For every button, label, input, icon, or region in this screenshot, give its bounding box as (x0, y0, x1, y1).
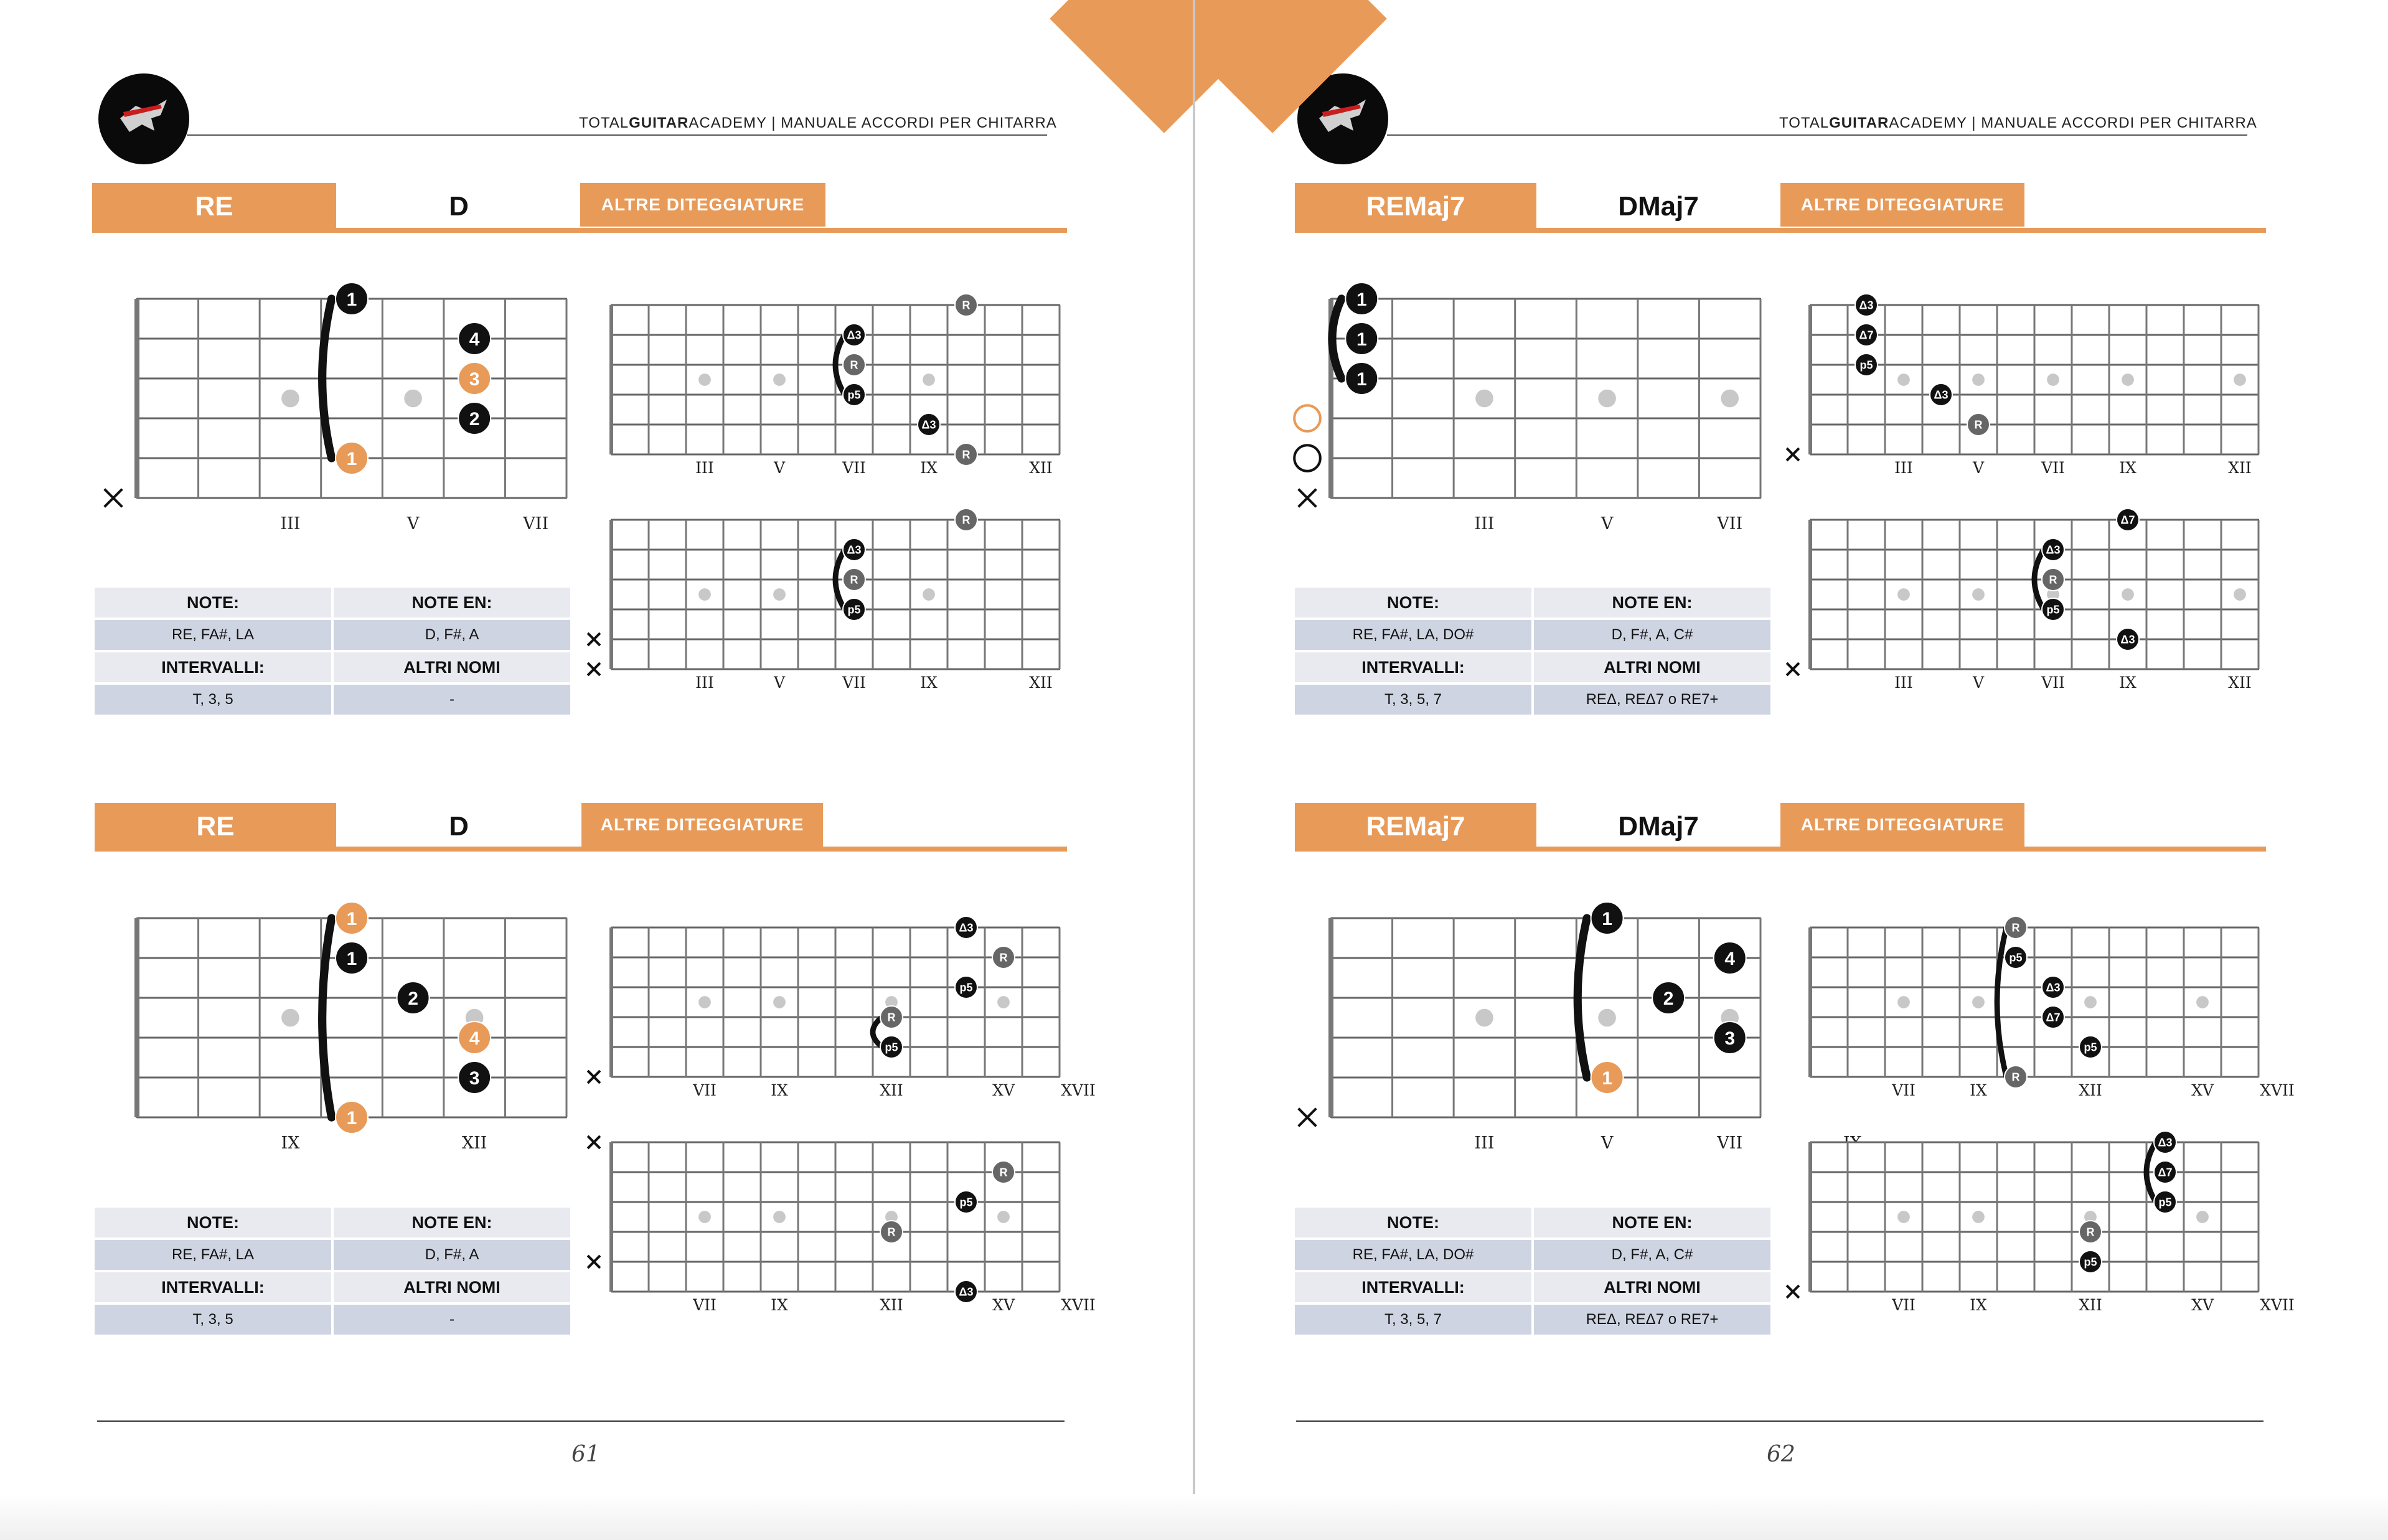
altri-nomi-value: REΔ, REΔ7 o RE7+ (1534, 685, 1770, 715)
finger-dot (2042, 1006, 2064, 1028)
fret-number-label: VII (1892, 1081, 1916, 1099)
finger-dot (2117, 509, 2139, 531)
alt-chord-diagram-2 (1778, 1124, 2295, 1335)
main-chord-diagram (93, 268, 579, 560)
page-number: 62 (1767, 1442, 1795, 1467)
note-en-value: D, F#, A (334, 1240, 570, 1270)
fret-number-label: VII (693, 1296, 717, 1314)
finger-dot (955, 916, 977, 939)
fret-number-label: III (280, 514, 301, 533)
svg-text:4: 4 (1724, 948, 1736, 969)
fret-number-label: XII (461, 1134, 487, 1153)
fret-number-label: XII (2228, 459, 2252, 477)
fret-number-label: XVII (1061, 1296, 1096, 1314)
fret-number-label: XV (2191, 1081, 2214, 1099)
fret-inlay-marker (2047, 373, 2059, 386)
finger-dot (336, 942, 368, 974)
svg-text:R: R (850, 573, 858, 586)
fret-number-label: IX (771, 1081, 788, 1099)
finger-dot (2079, 1036, 2102, 1058)
fret-number-label: III (1894, 459, 1913, 477)
svg-text:2: 2 (408, 988, 418, 1009)
finger-dot (2042, 598, 2064, 621)
fret-number-label: VII (1717, 514, 1743, 533)
svg-text:3: 3 (469, 1068, 480, 1089)
fret-number-label: III (1894, 674, 1913, 692)
fret-inlay-marker (773, 588, 786, 601)
fret-number-label: VII (2041, 459, 2065, 477)
fret-number-label: IX (2119, 674, 2137, 692)
fret-inlay-marker (1972, 996, 1985, 1008)
chord-info-table (92, 585, 573, 717)
altre-diteggiature-button[interactable]: ALTRE DITEGGIATURE (1780, 183, 2024, 227)
header-title: TOTALGUITARACADEMY | MANUALE ACCORDI PER CHITARRA (1779, 115, 2257, 131)
chord-header-rule (1295, 847, 2266, 852)
svg-text:1: 1 (1356, 329, 1367, 350)
alt-chord-diagram-2 (1778, 501, 2276, 713)
fret-inlay-marker (281, 1009, 299, 1027)
fret-inlay-marker (2196, 996, 2209, 1008)
svg-text:p5: p5 (2046, 603, 2060, 616)
finger-dot (336, 442, 368, 474)
fret-inlay-marker (2196, 1211, 2209, 1223)
alt-chord-diagram-1 (1778, 286, 2276, 498)
fret-number-label: VII (1717, 1134, 1743, 1153)
svg-text:Δ3: Δ3 (921, 418, 936, 431)
fret-inlay-marker (1721, 390, 1739, 408)
finger-dot (1652, 982, 1685, 1014)
finger-dot (2079, 1221, 2102, 1243)
fret-number-label: V (773, 674, 786, 692)
fret-number-label: XII (2079, 1296, 2102, 1314)
svg-text:R: R (887, 1011, 896, 1024)
fret-number-label: V (1601, 1134, 1614, 1153)
fret-number-label: IX (281, 1134, 300, 1153)
fret-number-label: V (407, 514, 420, 533)
fret-inlay-marker (698, 588, 711, 601)
note-value: RE, FA#, LA (95, 620, 331, 650)
svg-text:R: R (1974, 418, 1983, 431)
svg-text:2: 2 (1663, 988, 1674, 1009)
svg-text:1: 1 (346, 1107, 357, 1129)
muted-string-x-icon (588, 1256, 600, 1268)
finger-dot (2042, 568, 2064, 591)
fret-number-label: XVII (2260, 1296, 2295, 1314)
finger-dot (2117, 628, 2139, 650)
open-string-circle (1294, 445, 1320, 471)
finger-dot (1967, 413, 1990, 436)
fret-inlay-marker (1897, 373, 1910, 386)
finger-dot (843, 538, 865, 561)
fret-number-label: III (1474, 514, 1495, 533)
fret-inlay-marker (997, 1211, 1010, 1223)
muted-string-x-icon (588, 1136, 600, 1148)
note-en-value: D, F#, A, C# (1534, 620, 1770, 650)
fret-inlay-marker (1897, 996, 1910, 1008)
muted-string-x-icon (105, 489, 123, 507)
chord-name-it: REMaj7 (1295, 183, 1536, 230)
svg-text:p5: p5 (1859, 359, 1873, 372)
svg-text:1: 1 (1356, 369, 1367, 390)
fret-inlay-marker (2234, 588, 2246, 601)
finger-dot (2042, 538, 2064, 561)
finger-dot (1345, 322, 1378, 355)
fret-inlay-marker (1897, 1211, 1910, 1223)
chord-info-table (1292, 585, 1773, 717)
svg-text:Δ7: Δ7 (2120, 514, 2135, 527)
finger-dot (1714, 942, 1746, 974)
svg-text:3: 3 (1724, 1028, 1736, 1049)
svg-text:Δ7: Δ7 (2046, 1011, 2061, 1024)
altre-diteggiature-button[interactable]: ALTRE DITEGGIATURE (1780, 803, 2024, 847)
intervalli-value: T, 3, 5 (95, 1305, 331, 1335)
fret-number-label: VII (842, 459, 866, 477)
fret-number-label: XII (2228, 674, 2252, 692)
svg-text:p5: p5 (885, 1041, 898, 1054)
fret-inlay-marker (1972, 373, 1985, 386)
fret-inlay-marker (923, 373, 935, 386)
fret-number-label: V (1601, 514, 1614, 533)
finger-dot (2005, 946, 2027, 969)
fret-inlay-marker (698, 996, 711, 1008)
muted-string-x-icon (1787, 448, 1799, 461)
finger-dot (843, 568, 865, 591)
fret-number-label: XV (992, 1296, 1015, 1314)
svg-text:R: R (962, 299, 971, 312)
fret-inlay-marker (1475, 390, 1493, 408)
chord-header-rule (92, 228, 1067, 233)
svg-text:1: 1 (1602, 1068, 1612, 1089)
alt-chord-diagram-2 (579, 501, 1077, 713)
fret-number-label: IX (2119, 459, 2137, 477)
fret-inlay-marker (2234, 373, 2246, 386)
svg-text:Δ7: Δ7 (1859, 329, 1874, 342)
altri-nomi-header: ALTRI NOMI (334, 1272, 570, 1302)
svg-text:Δ3: Δ3 (1859, 299, 1874, 312)
svg-text:Δ7: Δ7 (2158, 1166, 2173, 1179)
chord-name-it: REMaj7 (1295, 803, 1536, 850)
finger-dot (1591, 902, 1624, 934)
svg-text:1: 1 (346, 289, 357, 310)
svg-text:p5: p5 (2158, 1196, 2172, 1209)
svg-text:Δ3: Δ3 (1934, 388, 1948, 401)
fret-inlay-marker (2122, 588, 2134, 601)
fret-number-label: IX (920, 674, 938, 692)
finger-dot (843, 598, 865, 621)
fret-number-label: XII (880, 1296, 903, 1314)
note-header: NOTE: (95, 588, 331, 617)
finger-dot (1591, 1061, 1624, 1094)
fretboard (1331, 918, 1760, 1117)
note-value: RE, FA#, LA, DO# (1295, 1240, 1531, 1270)
fret-number-label: IX (1970, 1296, 1987, 1314)
guitar-eagle-icon (1316, 93, 1370, 138)
fret-inlay-marker (773, 1211, 786, 1223)
fret-inlay-marker (404, 390, 422, 408)
finger-dot (2079, 1251, 2102, 1273)
svg-text:p5: p5 (2009, 951, 2023, 964)
note-en-header: NOTE EN: (334, 1208, 570, 1237)
finger-dot (1345, 283, 1378, 315)
svg-text:p5: p5 (847, 603, 861, 616)
fret-number-label: IX (920, 459, 938, 477)
svg-text:R: R (2049, 573, 2057, 586)
fret-number-label: III (695, 674, 714, 692)
chord-info-table (1292, 1205, 1773, 1337)
page-right (1194, 0, 2388, 1540)
intervalli-header: INTERVALLI: (95, 1272, 331, 1302)
intervalli-value: T, 3, 5, 7 (1295, 1305, 1531, 1335)
fret-number-label: XII (880, 1081, 903, 1099)
fret-inlay-marker (1598, 390, 1616, 408)
fret-number-label: XVII (1061, 1081, 1096, 1099)
svg-text:Δ3: Δ3 (847, 329, 862, 342)
finger-dot (955, 976, 977, 998)
svg-text:R: R (962, 514, 971, 527)
svg-text:R: R (2011, 921, 2020, 934)
fret-number-label: V (1972, 459, 1985, 477)
finger-dot (458, 322, 491, 355)
fret-inlay-marker (773, 996, 786, 1008)
muted-string-x-icon (1787, 1285, 1799, 1298)
page-bottom-shadow (0, 1494, 2388, 1540)
fret-number-label: XV (992, 1081, 1015, 1099)
finger-dot (2005, 1066, 2027, 1088)
finger-dot (955, 1280, 977, 1303)
footer-rule (97, 1420, 1065, 1422)
note-en-header: NOTE EN: (1534, 1208, 1770, 1237)
note-header: NOTE: (95, 1208, 331, 1237)
chord-name-en: D (449, 811, 469, 842)
svg-text:Δ3: Δ3 (2120, 633, 2135, 646)
finger-dot (1855, 324, 1878, 346)
svg-text:R: R (850, 359, 858, 372)
finger-dot (1714, 1021, 1746, 1054)
note-en-value: D, F#, A (334, 620, 570, 650)
note-header: NOTE: (1295, 588, 1531, 617)
svg-text:R: R (999, 1166, 1008, 1179)
note-en-value: D, F#, A, C# (1534, 1240, 1770, 1270)
finger-dot (843, 354, 865, 376)
fret-number-label: XV (2191, 1296, 2214, 1314)
finger-dot (1855, 354, 1878, 376)
finger-dot (880, 1221, 903, 1243)
finger-dot (2005, 916, 2027, 939)
fret-number-label: IX (1970, 1081, 1987, 1099)
fret-inlay-marker (2084, 996, 2097, 1008)
finger-dot (336, 902, 368, 934)
intervalli-header: INTERVALLI: (1295, 652, 1531, 682)
finger-dot (2042, 976, 2064, 998)
chord-name-it: RE (92, 183, 336, 230)
altri-nomi-value: REΔ, REΔ7 o RE7+ (1534, 1305, 1770, 1335)
fret-inlay-marker (698, 373, 711, 386)
open-string-circle (1294, 405, 1320, 431)
svg-text:1: 1 (346, 948, 357, 969)
note-en-header: NOTE EN: (334, 588, 570, 617)
fret-inlay-marker (923, 588, 935, 601)
svg-text:p5: p5 (2084, 1041, 2097, 1054)
finger-dot (458, 362, 491, 395)
finger-dot (336, 1101, 368, 1134)
muted-string-x-icon (588, 633, 600, 646)
altri-nomi-header: ALTRI NOMI (1534, 652, 1770, 682)
intervalli-value: T, 3, 5, 7 (1295, 685, 1531, 715)
finger-dot (843, 324, 865, 346)
finger-dot (458, 1061, 491, 1094)
finger-dot (2154, 1161, 2176, 1183)
alt-chord-diagram-1 (579, 286, 1077, 498)
svg-text:1: 1 (346, 908, 357, 929)
fret-number-label: IX (771, 1296, 788, 1314)
alt-chord-diagram-1 (1778, 909, 2295, 1120)
finger-dot (992, 1161, 1015, 1183)
finger-dot (1930, 383, 1952, 406)
fret-number-label: VII (2041, 674, 2065, 692)
altri-nomi-value: - (334, 1305, 570, 1335)
finger-dot (843, 383, 865, 406)
finger-dot (336, 283, 368, 315)
finger-dot (397, 982, 430, 1014)
svg-text:Δ3: Δ3 (959, 1285, 974, 1298)
fret-inlay-marker (1598, 1009, 1616, 1027)
fret-inlay-marker (2122, 373, 2134, 386)
svg-text:3: 3 (469, 369, 480, 390)
page-number: 61 (571, 1442, 600, 1467)
svg-text:Δ3: Δ3 (959, 921, 974, 934)
svg-text:p5: p5 (959, 1196, 973, 1209)
chord-name-en: DMaj7 (1618, 191, 1699, 222)
altre-diteggiature-button[interactable]: ALTRE DITEGGIATURE (581, 803, 823, 847)
fret-number-label: III (1474, 1134, 1495, 1153)
svg-text:Δ3: Δ3 (2046, 543, 2061, 556)
svg-text:R: R (2011, 1071, 2020, 1084)
svg-text:R: R (2086, 1226, 2095, 1239)
finger-dot (880, 1036, 903, 1058)
main-chord-diagram (1287, 887, 1773, 1180)
finger-dot (955, 1191, 977, 1213)
header-rule (187, 134, 1047, 136)
finger-dot (458, 1021, 491, 1054)
chord-name-en: D (449, 191, 469, 222)
svg-text:1: 1 (1602, 908, 1612, 929)
svg-text:p5: p5 (847, 388, 861, 401)
chord-name-en: DMaj7 (1618, 811, 1699, 842)
note-value: RE, FA#, LA (95, 1240, 331, 1270)
footer-rule (1296, 1420, 2263, 1422)
main-chord-diagram (1287, 268, 1773, 560)
svg-text:Δ3: Δ3 (2046, 981, 2061, 994)
finger-dot (992, 946, 1015, 969)
chord-info-table (92, 1205, 573, 1337)
finger-dot (955, 294, 977, 316)
intervalli-value: T, 3, 5 (95, 685, 331, 715)
svg-text:1: 1 (1356, 289, 1367, 310)
academy-logo (98, 73, 189, 164)
fret-number-label: XII (2079, 1081, 2102, 1099)
fret-inlay-marker (773, 373, 786, 386)
fret-inlay-marker (1972, 1211, 1985, 1223)
finger-dot (880, 1006, 903, 1028)
finger-dot (1345, 362, 1378, 395)
fret-number-label: III (695, 459, 714, 477)
fret-inlay-marker (1897, 588, 1910, 601)
svg-text:1: 1 (346, 448, 357, 469)
altri-nomi-header: ALTRI NOMI (1534, 1272, 1770, 1302)
muted-string-x-icon (1787, 663, 1799, 675)
fret-inlay-marker (1972, 588, 1985, 601)
altri-nomi-header: ALTRI NOMI (334, 652, 570, 682)
fret-number-label: XII (1029, 674, 1053, 692)
fret-inlay-marker (997, 996, 1010, 1008)
guitar-eagle-icon (117, 93, 171, 138)
chord-name-it: RE (95, 803, 336, 850)
fret-inlay-marker (281, 390, 299, 408)
fret-number-label: VII (693, 1081, 717, 1099)
note-value: RE, FA#, LA, DO# (1295, 620, 1531, 650)
fretboard (1331, 299, 1760, 498)
header-title: TOTALGUITARACADEMY | MANUALE ACCORDI PER CHITARRA (579, 115, 1057, 131)
fret-inlay-marker (698, 1211, 711, 1223)
header-rule (1387, 134, 2247, 136)
fret-inlay-marker (1475, 1009, 1493, 1027)
chord-header-rule (95, 847, 1067, 852)
fret-number-label: XII (1029, 459, 1053, 477)
fret-number-label: XVII (2260, 1081, 2295, 1099)
note-header: NOTE: (1295, 1208, 1531, 1237)
finger-dot (458, 402, 491, 434)
intervalli-header: INTERVALLI: (1295, 1272, 1531, 1302)
main-chord-diagram (93, 887, 579, 1180)
note-en-header: NOTE EN: (1534, 588, 1770, 617)
fret-number-label: V (1972, 674, 1985, 692)
book-spine (1193, 0, 1195, 1540)
svg-text:2: 2 (469, 408, 480, 430)
svg-text:Δ3: Δ3 (847, 543, 862, 556)
fret-number-label: VII (523, 514, 549, 533)
finger-dot (955, 443, 977, 466)
altre-diteggiature-button[interactable]: ALTRE DITEGGIATURE (580, 183, 825, 227)
svg-text:4: 4 (469, 329, 480, 350)
finger-dot (2154, 1191, 2176, 1213)
finger-dot (2154, 1131, 2176, 1153)
finger-dot (918, 413, 940, 436)
finger-dot (955, 509, 977, 531)
muted-string-x-icon (588, 663, 600, 675)
svg-text:p5: p5 (2084, 1256, 2097, 1269)
svg-text:R: R (962, 448, 971, 461)
muted-string-x-icon (1299, 1109, 1317, 1127)
muted-string-x-icon (588, 1071, 600, 1083)
chord-header-rule (1295, 228, 2266, 233)
altri-nomi-value: - (334, 685, 570, 715)
muted-string-x-icon (1299, 489, 1317, 507)
alt-chord-diagram-2 (579, 1124, 1096, 1335)
intervalli-header: INTERVALLI: (95, 652, 331, 682)
finger-dot (1855, 294, 1878, 316)
fret-number-label: VII (842, 674, 866, 692)
svg-text:4: 4 (469, 1028, 480, 1049)
fret-number-label: V (773, 459, 786, 477)
svg-text:R: R (999, 951, 1008, 964)
fret-number-label: VII (1892, 1296, 1916, 1314)
svg-text:Δ3: Δ3 (2158, 1136, 2173, 1149)
svg-text:p5: p5 (959, 981, 973, 994)
svg-text:R: R (887, 1226, 896, 1239)
alt-chord-diagram-1 (579, 909, 1096, 1120)
